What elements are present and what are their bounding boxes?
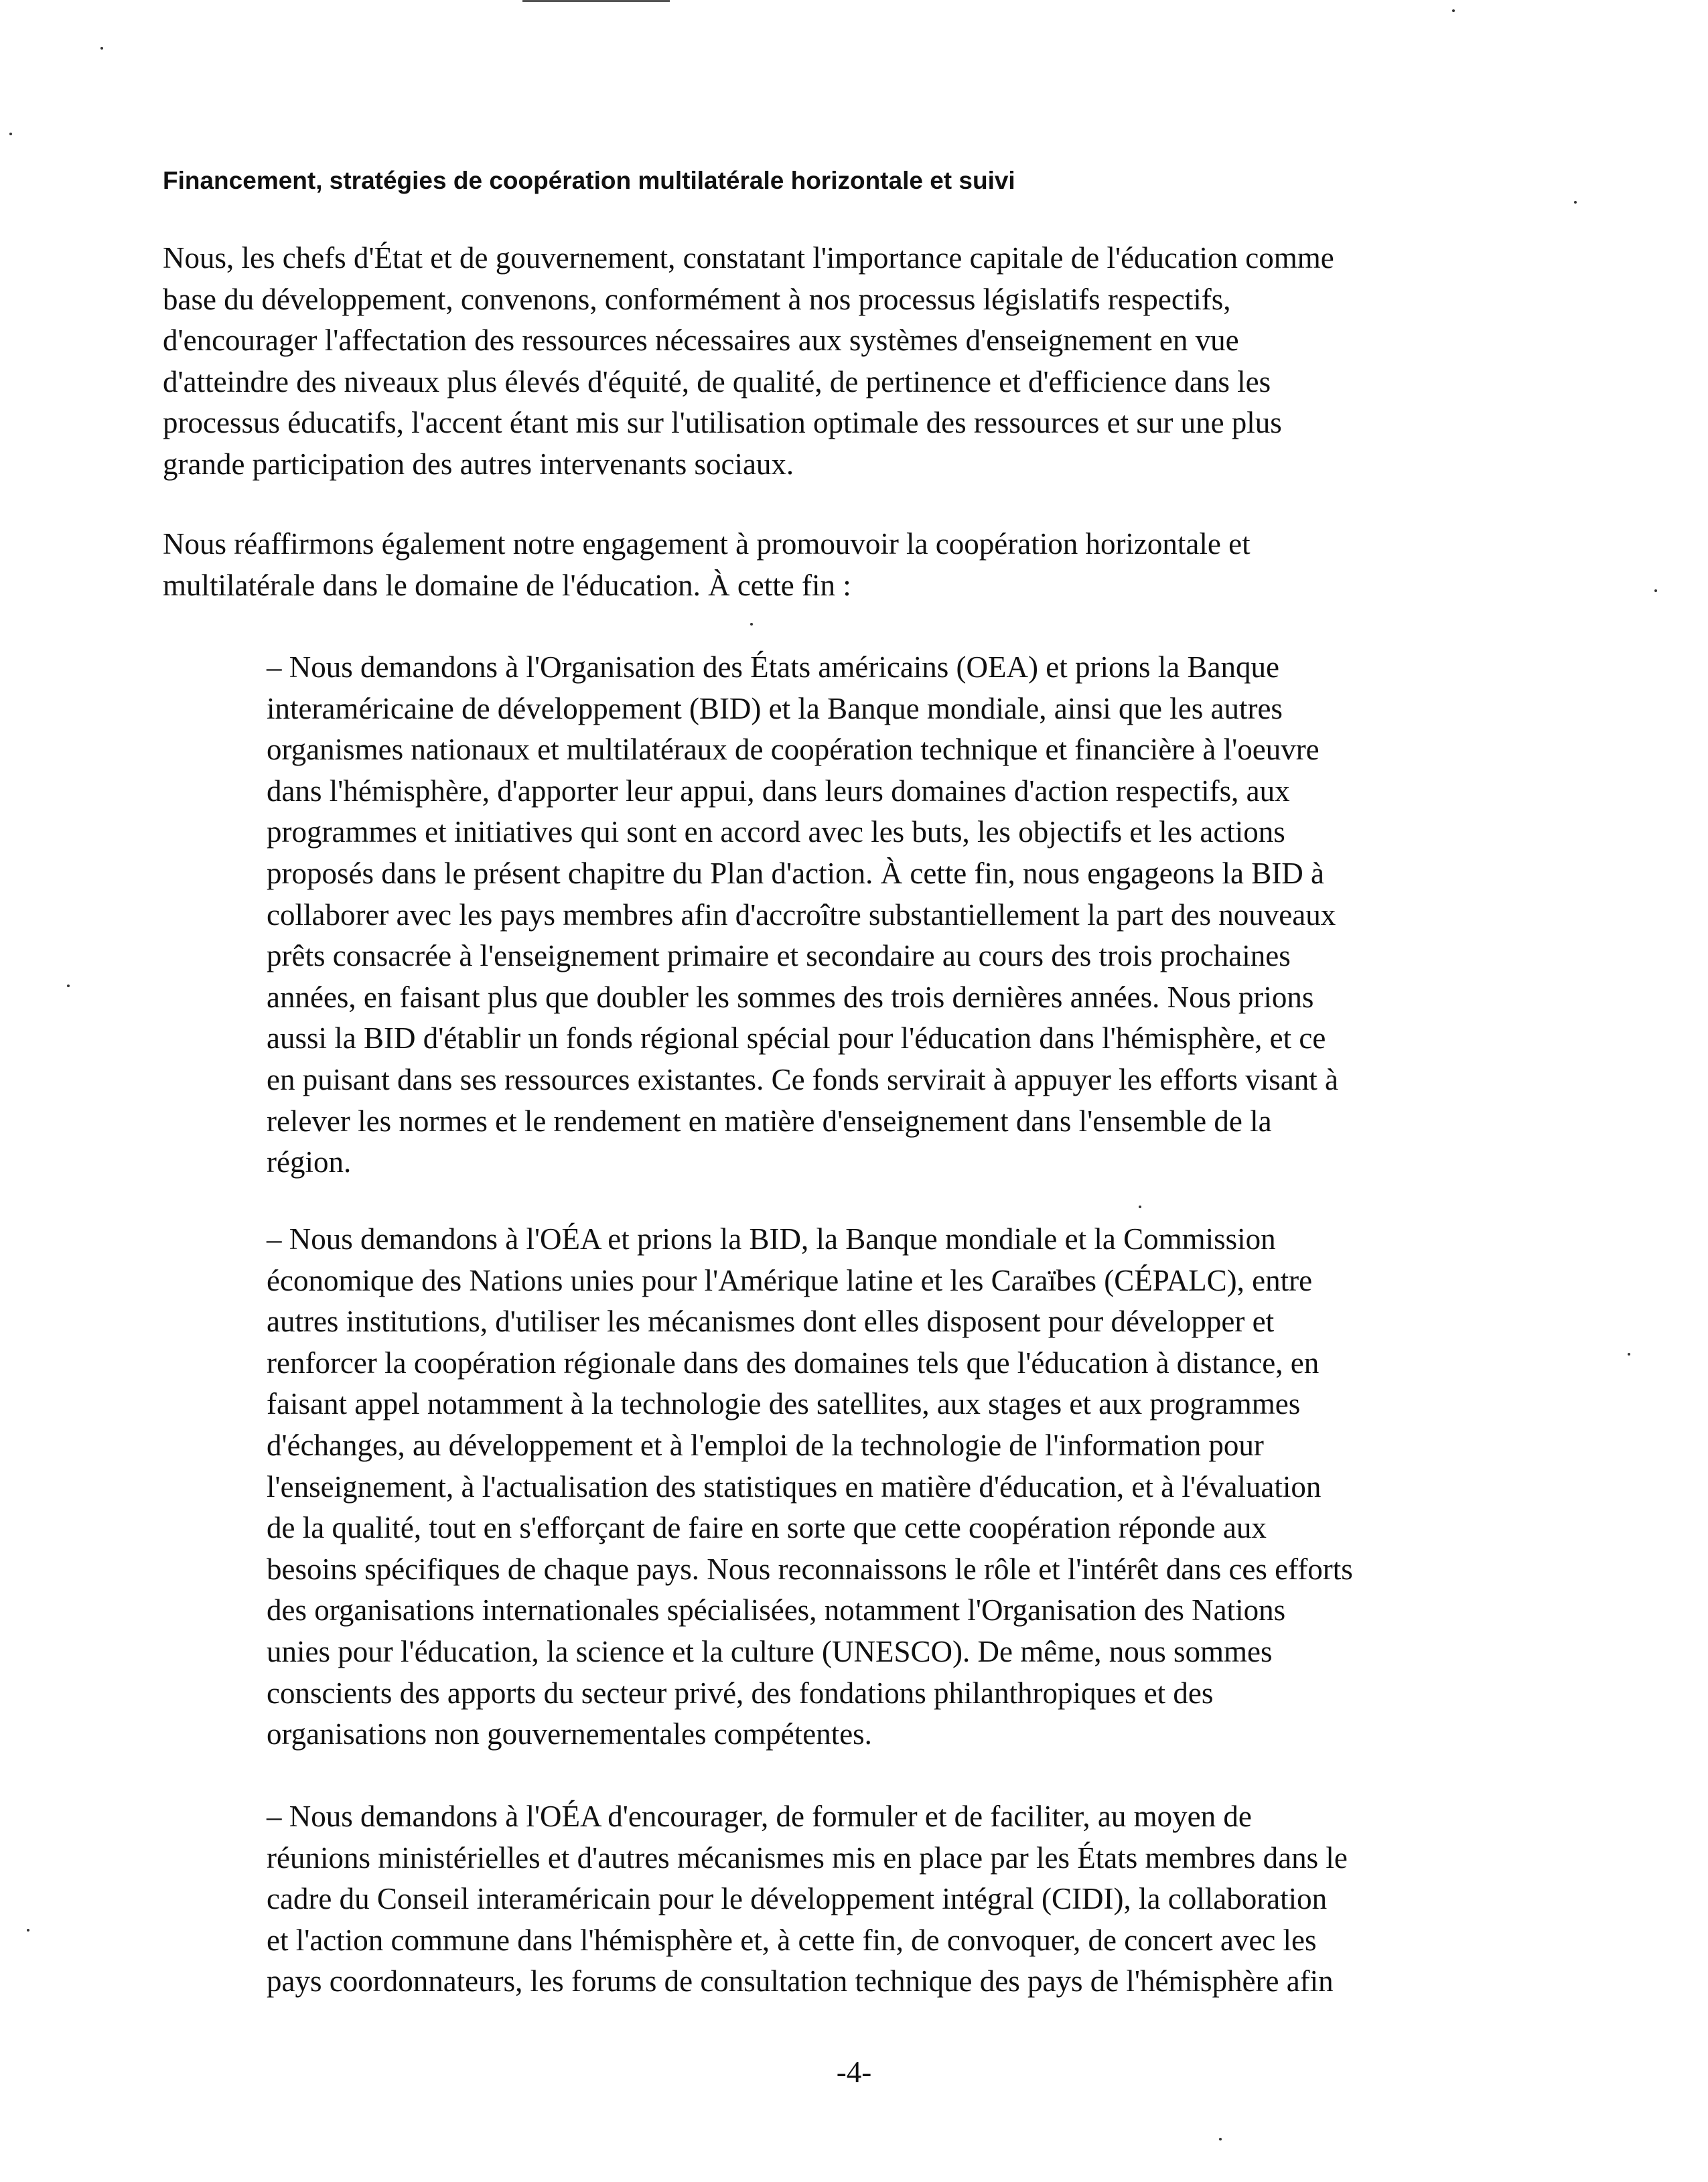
text-line: d'échanges, au développement et à l'emploi de la technologie de l'information pour [267, 1428, 1264, 1462]
text-line: collaborer avec les pays membres afin d'accroître substantiellement la part des nouveaux [267, 897, 1336, 932]
text-line: des organisations internationales spécialisées, notamment l'Organisation des Nations [267, 1593, 1286, 1627]
text-line: et l'action commune dans l'hémisphère et, à cette fin, de convoquer, de concert avec les [267, 1923, 1317, 1957]
scan-speck [750, 623, 753, 626]
text-line: – Nous demandons à l'OÉA d'encourager, de formuler et de faciliter, au moyen de [267, 1800, 1252, 1833]
text-line: renforcer la coopération régionale dans des domaines tels que l'éducation à distance, en [267, 1345, 1320, 1380]
scan-speck [1628, 1353, 1630, 1356]
text-line: aussi la BID d'établir un fonds régional spécial pour l'éducation dans l'hémisphère, et ce [267, 1021, 1326, 1056]
text-line: grande participation des autres intervenants sociaux. [163, 447, 794, 481]
text-line: programmes et initiatives qui sont en accord avec les buts, les objectifs et les actions [267, 815, 1285, 849]
text-line: conscients des apports du secteur privé, des fondations philanthropiques et des [267, 1676, 1214, 1710]
scan-speck [1139, 1206, 1141, 1208]
text-line: d'atteindre des niveaux plus élevés d'équité, de qualité, de pertinence et d'efficience dans les [163, 364, 1271, 398]
section-heading: Financement, stratégies de coopération multilatérale horizontale et suivi [163, 167, 1015, 194]
scan-speck [1654, 589, 1657, 592]
text-line: faisant appel notamment à la technologie des satellites, aux stages et aux programmes [267, 1387, 1301, 1421]
text-line: en puisant dans ses ressources existantes. Ce fonds servirait à appuyer les efforts visant à [267, 1062, 1338, 1096]
text-line: région. [267, 1145, 352, 1179]
list-item [267, 647, 1338, 1183]
text-line: autres institutions, d'utiliser les mécanismes dont elles disposent pour développer et [267, 1305, 1275, 1339]
text-line: unies pour l'éducation, la science et la culture (UNESCO). De même, nous sommes [267, 1634, 1273, 1668]
list-item [267, 1796, 1348, 2003]
text-line: proposés dans le présent chapitre du Plan d'action. À cette fin, nous engageons la BID à [267, 856, 1324, 890]
text-line: relever les normes et le rendement en matière d'enseignement dans l'ensemble de la [267, 1104, 1272, 1138]
scan-speck [100, 47, 103, 50]
scan-speck [1574, 201, 1577, 204]
text-line: de la qualité, tout en s'efforçant de faire en sorte que cette coopération réponde aux [267, 1511, 1267, 1545]
text-line: pays coordonnateurs, les forums de consultation technique des pays de l'hémisphère afin [267, 1964, 1334, 1998]
list-item [267, 1219, 1353, 1755]
text-line: multilatérale dans le domaine de l'éducation. À cette fin : [163, 568, 851, 602]
text-line: interaméricaine de développement (BID) et la Banque mondiale, ainsi que les autres [267, 691, 1283, 725]
text-line: organismes nationaux et multilatéraux de coopération technique et financière à l'oeuvre [267, 733, 1320, 767]
text-line: prêts consacrée à l'enseignement primaire et secondaire au cours des trois prochaines [267, 939, 1291, 973]
text-line: – Nous demandons à l'Organisation des États américains (OEA) et prions la Banque [267, 650, 1279, 684]
text-line: base du développement, convenons, conformément à nos processus législatifs respectifs, [163, 282, 1231, 316]
text-line: dans l'hémisphère, d'apporter leur appui, dans leurs domaines d'action respectifs, aux [267, 774, 1290, 808]
scan-speck [67, 985, 70, 987]
scan-speck [27, 1929, 29, 1932]
text-line: Nous, les chefs d'État et de gouvernement, constatant l'importance capitale de l'éducation comme [163, 241, 1334, 275]
text-line: cadre du Conseil interaméricain pour le développement intégral (CIDI), la collaboration [267, 1882, 1328, 1916]
scan-speck [9, 133, 12, 135]
text-line: années, en faisant plus que doubler les sommes des trois dernières années. Nous prions [267, 980, 1314, 1014]
text-line: Nous réaffirmons également notre engagement à promouvoir la coopération horizontale et [163, 527, 1251, 561]
text-line: d'encourager l'affectation des ressources nécessaires aux systèmes d'enseignement en vue [163, 323, 1239, 358]
text-line: organisations non gouvernementales compétentes. [267, 1717, 872, 1751]
text-line: besoins spécifiques de chaque pays. Nous reconnaissons le rôle et l'intérêt dans ces efforts [267, 1552, 1353, 1586]
scan-artifact-line [522, 0, 670, 2]
paragraph-reaffirm [163, 524, 1251, 606]
text-line: processus éducatifs, l'accent étant mis sur l'utilisation optimale des ressources et sur une plus [163, 406, 1282, 440]
text-line: – Nous demandons à l'OÉA et prions la BID, la Banque mondiale et la Commission [267, 1222, 1276, 1256]
text-line: l'enseignement, à l'actualisation des statistiques en matière d'éducation, et à l'évaluation [267, 1469, 1322, 1504]
paragraph-intro [163, 238, 1334, 486]
text-line: économique des Nations unies pour l'Amérique latine et les Caraïbes (CÉPALC), entre [267, 1263, 1313, 1297]
page-number: -4- [836, 2055, 872, 2089]
scan-speck [1219, 2138, 1222, 2140]
scan-speck [1452, 9, 1455, 12]
text-line: réunions ministérielles et d'autres mécanismes mis en place par les États membres dans le [267, 1840, 1348, 1875]
